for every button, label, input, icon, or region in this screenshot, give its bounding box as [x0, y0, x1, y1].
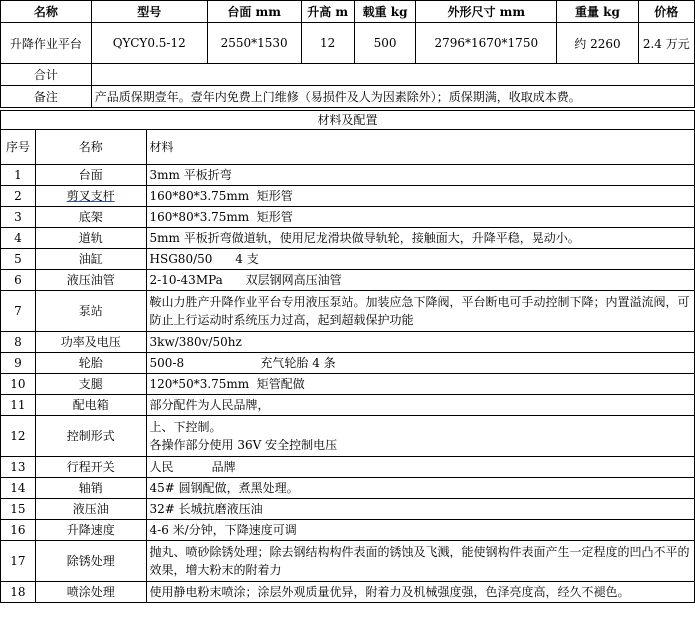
materials-table — [0, 110, 695, 603]
row-name: 液压油管 — [35, 270, 146, 291]
material-row — [1, 520, 695, 541]
product-dimensions: 2796*1670*1750 — [416, 23, 557, 64]
row-material: 45# 圆钢配做，煮黑处理。 — [146, 478, 694, 499]
material-row — [1, 374, 695, 395]
col-material-header: 材料 — [146, 130, 694, 165]
row-name: 油缸 — [35, 249, 146, 270]
material-row — [1, 228, 695, 249]
row-material: 使用静电粉末喷涂；涂层外观质量优异，附着力及机械强度强，色泽亮度高，经久不褪色。 — [146, 582, 694, 603]
total-label: 合计 — [1, 64, 92, 86]
row-index: 5 — [1, 249, 36, 270]
row-material: 5mm 平板折弯做道轨，使用尼龙滑块做导轨轮，接触面大，升降平稳，晃动小。 — [146, 228, 694, 249]
row-index: 18 — [1, 582, 36, 603]
row-name: 支腿 — [35, 374, 146, 395]
header-height: 升高 m — [301, 1, 354, 23]
row-material: 3kw/380v/50hz — [146, 332, 694, 353]
row-index: 15 — [1, 499, 36, 520]
row-name: 轮胎 — [35, 353, 146, 374]
row-index: 4 — [1, 228, 36, 249]
materials-rows — [1, 165, 695, 603]
row-material: 32# 长城抗磨液压油 — [146, 499, 694, 520]
material-row — [1, 478, 695, 499]
material-row — [1, 541, 695, 582]
row-material: 鞍山力胜产升降作业平台专用液压泵站。加装应急下降阀，平台断电可手动控制下降；内置溢流阀，可防止上行运动时系统压力过高，起到超载保护功能 — [146, 291, 694, 332]
product-height: 12 — [301, 23, 354, 64]
material-row — [1, 165, 695, 186]
row-index: 2 — [1, 186, 36, 207]
row-index: 8 — [1, 332, 36, 353]
row-material: 抛丸、喷砂除锈处理；除去钢结构构件表面的锈蚀及飞溅，能使钢构件表面产生一定程度的凹凸不平的效果，增大粉末的附着力 — [146, 541, 694, 582]
row-name: 道轨 — [35, 228, 146, 249]
header-model: 型号 — [91, 1, 207, 23]
header-dimensions: 外形尺寸 mm — [416, 1, 557, 23]
note-label: 备注 — [1, 86, 92, 108]
row-index: 12 — [1, 416, 36, 457]
row-name: 喷涂处理 — [35, 582, 146, 603]
product-spec-table — [0, 0, 695, 108]
product-model: QYCY0.5-12 — [91, 23, 207, 64]
materials-section-title: 材料及配置 — [1, 111, 695, 130]
row-index: 7 — [1, 291, 36, 332]
material-row — [1, 270, 695, 291]
row-name: 除锈处理 — [35, 541, 146, 582]
row-material: 4-6 米/分钟，下降速度可调 — [146, 520, 694, 541]
material-row — [1, 332, 695, 353]
header-price: 价格 — [638, 1, 694, 23]
product-price: 2.4 万元 — [638, 23, 694, 64]
row-index: 16 — [1, 520, 36, 541]
product-name: 升降作业平台 — [1, 23, 92, 64]
material-row — [1, 457, 695, 478]
row-material: 上、下控制。 各操作部分使用 36V 安全控制电压 — [146, 416, 694, 457]
material-row — [1, 291, 695, 332]
header-platform: 台面 mm — [207, 1, 301, 23]
material-row — [1, 416, 695, 457]
header-weight: 重量 kg — [557, 1, 638, 23]
row-name: 控制形式 — [35, 416, 146, 457]
row-material: 500-8 充气轮胎 4 条 — [146, 353, 694, 374]
row-name: 配电箱 — [35, 395, 146, 416]
material-row — [1, 395, 695, 416]
row-material: 2-10-43MPa 双层钢网高压油管 — [146, 270, 694, 291]
row-index: 9 — [1, 353, 36, 374]
material-row — [1, 186, 695, 207]
row-index: 11 — [1, 395, 36, 416]
row-name: 剪叉支杆 — [35, 186, 146, 207]
row-material: 160*80*3.75mm 矩形管 — [146, 186, 694, 207]
product-weight: 约 2260 — [557, 23, 638, 64]
row-index: 3 — [1, 207, 36, 228]
row-material: HSG80/50 4 支 — [146, 249, 694, 270]
material-row — [1, 249, 695, 270]
header-load: 载重 kg — [354, 1, 416, 23]
col-index-header: 序号 — [1, 130, 36, 165]
row-name: 功率及电压 — [35, 332, 146, 353]
row-name: 轴销 — [35, 478, 146, 499]
header-name: 名称 — [1, 1, 92, 23]
note-value: 产品质保期壹年。壹年内免费上门维修（易损件及人为因素除外）；质保期满，收取成本费。 — [91, 86, 694, 108]
total-value — [91, 64, 694, 86]
material-row — [1, 207, 695, 228]
product-platform: 2550*1530 — [207, 23, 301, 64]
row-index: 14 — [1, 478, 36, 499]
row-material: 120*50*3.75mm 矩管配做 — [146, 374, 694, 395]
product-load: 500 — [354, 23, 416, 64]
row-name: 升降速度 — [35, 520, 146, 541]
row-material: 3mm 平板折弯 — [146, 165, 694, 186]
material-row — [1, 499, 695, 520]
row-name: 台面 — [35, 165, 146, 186]
row-name: 液压油 — [35, 499, 146, 520]
row-name: 行程开关 — [35, 457, 146, 478]
row-name: 泵站 — [35, 291, 146, 332]
row-index: 13 — [1, 457, 36, 478]
row-index: 6 — [1, 270, 36, 291]
row-index: 10 — [1, 374, 36, 395]
row-material: 部分配件为人民品牌， — [146, 395, 694, 416]
row-index: 1 — [1, 165, 36, 186]
material-row — [1, 582, 695, 603]
row-material: 160*80*3.75mm 矩形管 — [146, 207, 694, 228]
row-index: 17 — [1, 541, 36, 582]
row-name: 底架 — [35, 207, 146, 228]
material-row — [1, 353, 695, 374]
row-material: 人民 品牌 — [146, 457, 694, 478]
col-name-header: 名称 — [35, 130, 146, 165]
